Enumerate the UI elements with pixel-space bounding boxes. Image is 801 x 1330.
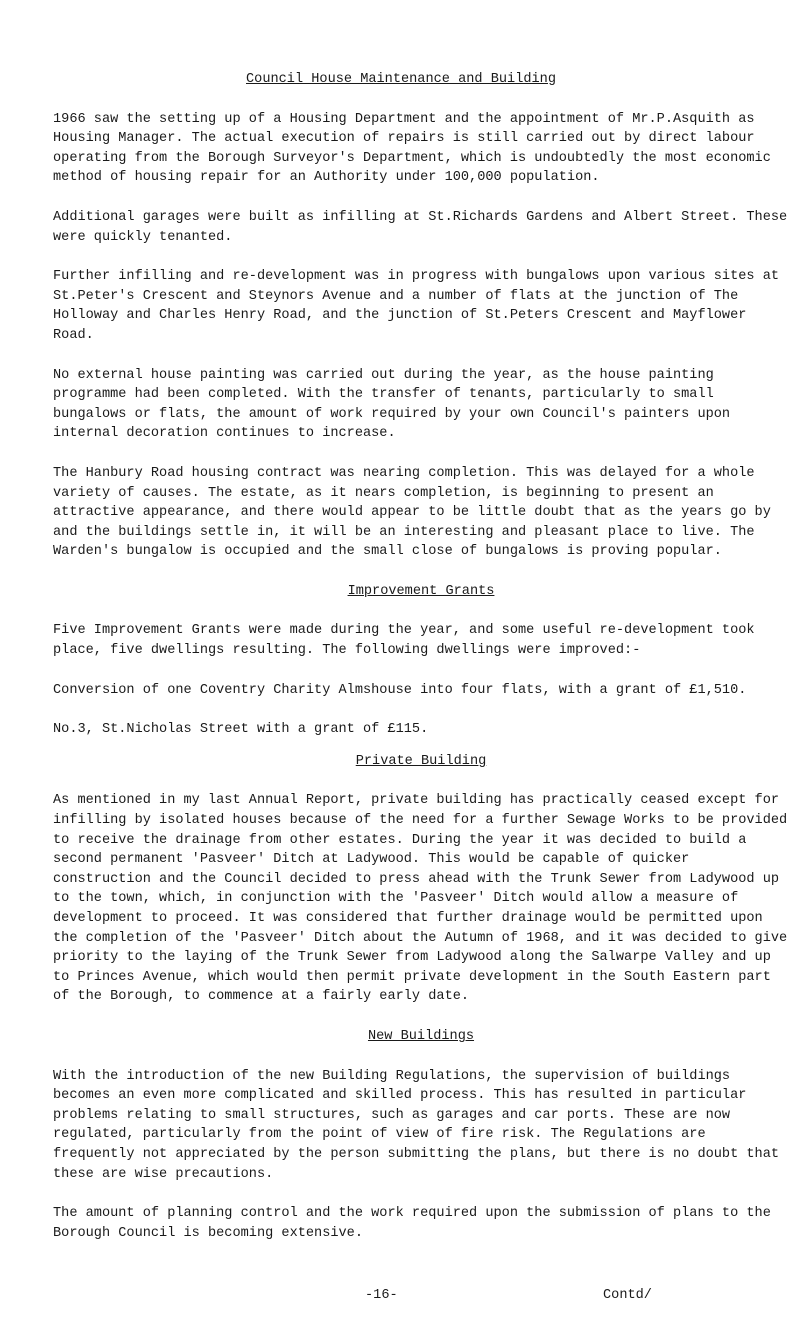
section-heading-new-buildings: New Buildings — [367, 1028, 475, 1044]
section-heading-improvement-grants: Improvement Grants — [347, 583, 495, 599]
paragraph: Additional garages were built as infilling at St.Richards Gardens and Albert Street. These were quickly tenanted. — [53, 209, 788, 245]
paragraph: With the introduction of the new Building Regulations, the supervision of buildings becomes an even more complicated and skilled process. This has resulted in particular problems relating to small structures, such as garages and car ports. These are now regulated, particularly from the point of view of fire risk. The Regulations are frequently not appreciated by the person submitting the plans, but there is no doubt that these are wise precautions. — [53, 1068, 780, 1182]
document-page — [53, 70, 789, 1263]
paragraph: Further infilling and re-development was in progress with bungalows upon various sites at St.Peter's Crescent and Steynors Avenue and a number of flats at the junction of The Holloway and Charles Henry Road, and the junction of St.Peters Crescent and Mayflower Road. — [53, 269, 780, 343]
continued-marker: Contd/ — [603, 1288, 652, 1303]
paragraph: 1966 saw the setting up of a Housing Department and the appointment of Mr.P.Asquith as Housing Manager. The actual execution of repairs is still carried out by direct labour operating from the Borough Surveyor's Department, which is undoubtedly the most economic method of housing repair for an Authority under 100,000 population. — [53, 111, 771, 186]
paragraph: Conversion of one Coventry Charity Almshouse into four flats, with a grant of £1,510. — [53, 682, 747, 698]
paragraph: As mentioned in my last Annual Report, private building has practically ceased except for infilling by isolated houses because of the need for a further Sewage Works to be provided to receive the drainage from other estates. During the year it was decided to build a second permanent 'Pasveer' Ditch at Ladywood. This would be capable of quicker construction and the Council decided to press ahead with the Trunk Sewer from Ladywood up to the town, which, in conjunction with the 'Pasveer' Ditch would allow a measure of development to proceed. It was considered that further drainage would be permitted upon the completion of the 'Pasveer' Ditch about the Autumn of 1968, and it was decided to give priority to the laying of the Trunk Sewer from Ladywood along the Salwarpe Valley and up to Princes Avenue, which would then permit private development in the South Eastern part of the Borough, to commence at a fairly early date. — [53, 793, 788, 1005]
paragraph: No external house painting was carried out during the year, as the house painting programme had been completed. With the transfer of tenants, particularly to small bungalows or flats, the amount of work required by your own Council's painters upon internal decoration continues to increase. — [53, 367, 731, 442]
paragraph: The amount of planning control and the work required upon the submission of plans to the Borough Council is becoming extensive. — [53, 1206, 771, 1241]
section-heading-private-building: Private Building — [355, 753, 487, 769]
section-heading-council-house: Council House Maintenance and Building — [246, 72, 556, 87]
paragraph: The Hanbury Road housing contract was nearing completion. This was delayed for a whole variety of causes. The estate, as it nears completion, is beginning to present an attractive appearance, and there would appear to be little doubt that as the years go by and the buildings settle in, it will be an interesting and pleasant place to live. The Warden's bungalow is occupied and the small close of bungalows is proving popular. — [53, 465, 771, 560]
paragraph: Five Improvement Grants were made during the year, and some useful re-development took place, five dwellings resulting. The following dwellings were improved:- — [53, 623, 755, 659]
page-number: -16- — [365, 1288, 398, 1303]
paragraph: No.3, St.Nicholas Street with a grant of £115. — [53, 722, 429, 738]
